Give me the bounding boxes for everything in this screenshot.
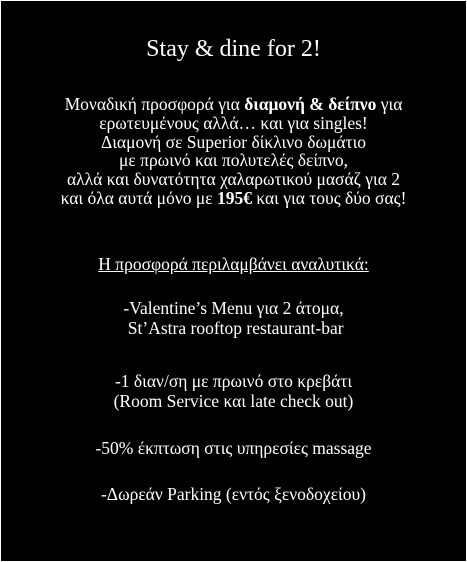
offer-item-menu [1,298,466,338]
intro-line-2: ερωτευμένους αλλά… και για singles! [99,112,368,133]
intro-highlight-stay-dine: διαμονή & δείπνο [244,94,377,114]
price: 195€ [216,187,252,208]
intro-line-1 [1,95,466,114]
intro-line-6-end: και για τους δύο σας! [251,187,407,208]
offer-item-parking [1,484,466,504]
intro-line-6 [1,189,466,208]
offer-item-breakfast [1,371,466,411]
offer-item-line: -Valentine’s Menu για 2 άτομα, [123,298,344,318]
intro-line-3: Διαμονή σε Superior δίκλινο δωμάτιο [100,131,367,152]
offer-item-line: (Room Service και late check out) [113,391,354,411]
offer-title: Stay & dine for 2! [146,36,321,62]
intro-line-1-end: για [376,94,403,114]
intro-line-5: αλλά και δυνατότητα χαλαρωτικού μασάζ για 2 [66,169,401,190]
intro-line-6-text: και όλα αυτά μόνο με [60,187,217,208]
offer-item-line: -50% έκπτωση στις υπηρεσίες massage [95,438,372,458]
intro-line-4: με πρωινό και πολυτελές δείπνο, [119,150,348,171]
offer-includes-heading: Η προσφορά περιλαμβάνει αναλυτικά: [98,254,369,274]
offer-item-line: -Δωρεάν Parking (εντός ξενοδοχείου) [100,484,366,504]
offer-item-line: St’Astra rooftop restaurant-bar [123,318,344,338]
offer-item-line: -1 διαν/ση με πρωινό στο κρεβάτι [114,371,353,391]
offer-intro [1,95,466,208]
intro-line-1-text: Μοναδική προσφορά για [64,94,245,114]
offer-item-massage [1,438,466,458]
